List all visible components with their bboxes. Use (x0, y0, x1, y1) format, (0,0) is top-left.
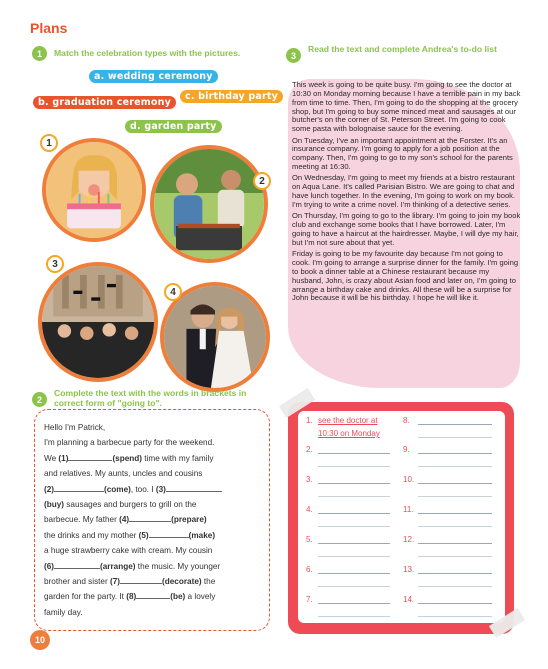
todo-input-5b[interactable] (318, 556, 390, 557)
todo-number-5: 5. (306, 535, 313, 544)
todo-input-8b[interactable] (418, 437, 492, 438)
todo-input-13b[interactable] (418, 586, 492, 587)
photo-number-3: 3 (46, 255, 64, 273)
todo-input-13[interactable] (418, 573, 492, 574)
reading-paragraph-monday: This week is going to be quite busy. I'm going to see the doctor at 10:30 on Monday morning because I have a terrible pain in my back from time to time. Then, I'm going to do the shopping at the grocery shop, but I'm going to buy some minced meat and sausages at our butcher's on the corner of St. Peterson Street. I'm going to cook some pasta with bolognaise sauce for the evening. (292, 80, 521, 134)
task-3-instruction: Read the text and complete Andrea's to-do list (308, 44, 497, 54)
todo-input-7[interactable] (318, 603, 390, 604)
todo-input-4b[interactable] (318, 526, 390, 527)
task-1-number: 1 (32, 46, 47, 61)
todo-input-14[interactable] (418, 603, 492, 604)
todo-input-11b[interactable] (418, 526, 492, 527)
todo-number-14: 14. (403, 595, 415, 604)
todo-input-10[interactable] (418, 483, 492, 484)
letter-line: barbecue. My father (4) (prepare) (44, 515, 207, 525)
blank-4[interactable] (129, 513, 171, 522)
todo-input-2[interactable] (318, 453, 390, 454)
task-3-number: 3 (286, 48, 301, 63)
todo-number-7: 7. (306, 595, 313, 604)
todo-number-9: 9. (403, 445, 410, 454)
page-title: Plans (30, 20, 68, 36)
label-wedding-ceremony[interactable]: a. wedding ceremony (89, 70, 218, 83)
todo-list (298, 411, 505, 623)
todo-input-2b[interactable] (318, 466, 390, 467)
task-2-instruction: Complete the text with the words in brackets in correct form of "going to". (54, 388, 247, 408)
blank-3[interactable] (166, 483, 222, 492)
todo-number-8: 8. (403, 416, 410, 425)
blank-5[interactable] (149, 529, 189, 538)
page-number: 10 (30, 630, 50, 650)
letter-line: (6) (arrange) the music. My younger (44, 561, 221, 571)
reading-paragraph-wednesday: On Wednesday, I'm going to meet my friends at a bistro restaurant on Aqua Lane. It's called Parisian Bistro. We are going to chat and have lunch together. In the evening, I'm going to work on my book. I'm trying to write a crime novel. I'm thinking of a detective series. (292, 173, 516, 209)
photo-graduation (38, 262, 158, 382)
todo-input-4[interactable] (318, 513, 390, 514)
blank-2[interactable] (54, 483, 104, 492)
photo-number-1: 1 (40, 134, 58, 152)
label-graduation-ceremony[interactable]: b. graduation ceremony (33, 96, 176, 109)
letter-line: (buy) sausages and burgers to grill on the (44, 500, 197, 510)
todo-input-11[interactable] (418, 513, 492, 514)
todo-number-3: 3. (306, 475, 313, 484)
todo-number-6: 6. (306, 565, 313, 574)
letter-line: brother and sister (7) (decorate) the (44, 577, 216, 587)
reading-paragraph-tuesday: On Tuesday, I've an important appointment at the Forster. It's an insurance company. I'm going to apply for a job position at the company. Then, I'm going to go to my son's school for the parents meeting at 16:30. (292, 135, 513, 172)
todo-input-9[interactable] (418, 453, 492, 454)
todo-input-12b[interactable] (418, 556, 492, 557)
blank-7[interactable] (120, 575, 162, 584)
label-birthday-party[interactable]: c. birthday party (180, 90, 283, 103)
todo-input-12[interactable] (418, 543, 492, 544)
letter-greeting: Hello I'm Patrick, (44, 423, 106, 432)
blank-8[interactable] (136, 590, 170, 599)
todo-input-6[interactable] (318, 573, 390, 574)
label-garden-party[interactable]: d. garden party (125, 120, 222, 133)
todo-number-10: 10. (403, 475, 415, 484)
todo-number-2: 2. (306, 445, 313, 454)
letter-line: We (1) (spend) time with my family (44, 453, 214, 463)
letter-line: and relatives. My aunts, uncles and cousins (44, 469, 203, 479)
todo-number-4: 4. (306, 505, 313, 514)
task-1-instruction: Match the celebration types with the pictures. (54, 48, 241, 58)
todo-input-8[interactable] (418, 424, 492, 425)
todo-input-9b[interactable] (418, 466, 492, 467)
todo-answer-1-line-1: see the doctor at (318, 416, 378, 425)
todo-input-7b[interactable] (318, 616, 390, 617)
todo-answer-1-line-2: 10:30 on Monday (318, 429, 380, 438)
photo-number-4: 4 (164, 283, 182, 301)
reading-paragraph-friday: Friday is going to be my favourite day because I'm not going to cook. I'm going to arrange a surprise dinner for the family. I'm going to book a dinner table at a Chinese restaurant because my husband, John, is crazy about Asian food and later on, I'm going to arrange a birthday cake and drinks. All these will be a surprise for John because it will be his birthday. I hope he will like it. (292, 249, 519, 303)
letter-line: the drinks and my mother (5) (make) (44, 530, 216, 540)
reading-text (292, 81, 522, 306)
todo-number-12: 12. (403, 535, 415, 544)
reading-paragraph-thursday: On Thursday, I'm going to go to the library. I'm going to join my book club and exchange some books that I have borrowed. Later, I'm going to have a haircut at the hairdresser. Maybe, I will dye my hair, but I'm not sure about that yet. (292, 211, 521, 247)
todo-number-1: 1. (306, 416, 313, 425)
todo-input-5[interactable] (318, 543, 390, 544)
photo-barbecue (150, 145, 268, 263)
todo-input-14b[interactable] (418, 616, 492, 617)
letter-line: garden for the party. It (8) (be) a lovely (44, 592, 216, 602)
letter-line: I'm planning a barbecue party for the weekend. (44, 438, 215, 448)
todo-number-13: 13. (403, 565, 415, 574)
blank-1[interactable] (68, 452, 112, 461)
todo-input-3b[interactable] (318, 496, 390, 497)
todo-number-11: 11. (403, 505, 414, 514)
todo-input-6b[interactable] (318, 586, 390, 587)
photo-number-2: 2 (253, 172, 271, 190)
photo-birthday (42, 138, 146, 242)
letter-line: (2) (come), too. I (3) (44, 482, 259, 497)
letter-text-box (34, 409, 270, 631)
letter-line: family day. (44, 607, 83, 617)
todo-input-3[interactable] (318, 483, 390, 484)
blank-6[interactable] (54, 560, 100, 569)
todo-input-10b[interactable] (418, 496, 492, 497)
task-2-number: 2 (32, 392, 47, 407)
letter-line: a huge strawberry cake with cream. My cousin (44, 546, 213, 556)
